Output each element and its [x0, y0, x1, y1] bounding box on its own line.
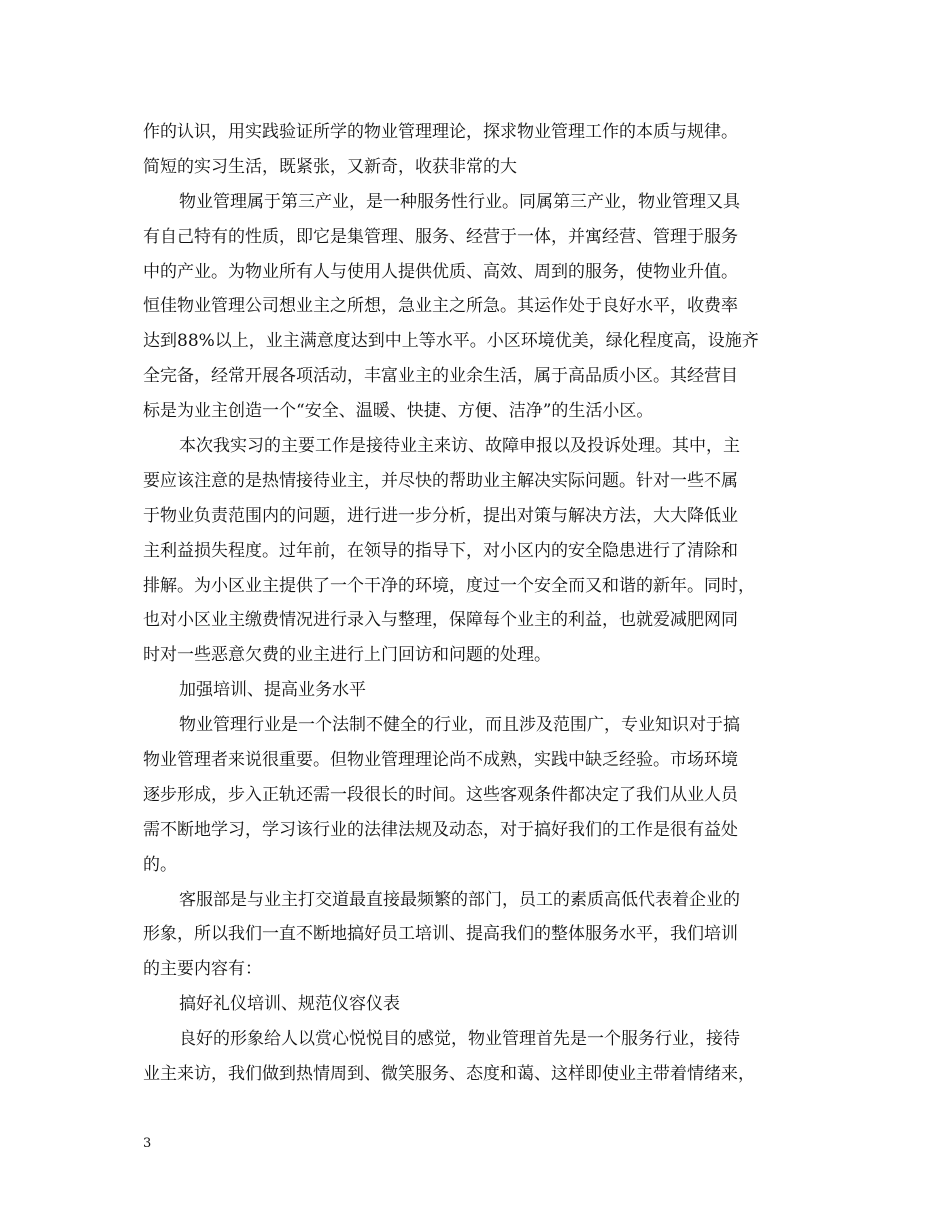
- paragraph-first-line: 良好的形象给人以赏心悦悦目的感觉，物业管理首先是一个服务行业，接待: [179, 1029, 740, 1050]
- text-line: 主利益损失程度。过年前，在领导的指导下，对小区内的安全隐患进行了清除和: [143, 540, 738, 561]
- paragraph-first-line: 搞好礼仪培训、规范仪容仪表: [179, 994, 400, 1015]
- text-line: 形象，所以我们一直不断地搞好员工培训、提高我们的整体服务水平，我们培训: [143, 924, 738, 945]
- text-line: 达到88%以上，业主满意度达到中上等水平。小区环境优美，绿化程度高，设施齐: [143, 331, 759, 352]
- text-line: 简短的实习生活，既紧张，又新奇，收获非常的大: [143, 156, 517, 177]
- text-line: 也对小区业主缴费情况进行录入与整理，保障每个业主的利益，也就爱减肥网同: [143, 610, 738, 631]
- text-line: 作的认识，用实践验证所学的物业管理理论，探求物业管理工作的本质与规律。: [143, 122, 738, 142]
- paragraph-first-line: 本次我实习的主要工作是接待业主来访、故障申报以及投诉处理。其中，主: [179, 436, 740, 457]
- page-number: 3: [143, 1136, 152, 1151]
- text-line: 的主要内容有：: [143, 959, 262, 980]
- text-line: 逐步形成，步入正轨还需一段很长的时间。这些客观条件都决定了我们从业人员: [143, 784, 738, 805]
- paragraph-first-line: 物业管理属于第三产业，是一种服务性行业。同属第三产业，物业管理又具: [179, 191, 740, 212]
- text-line: 的。: [143, 854, 177, 875]
- text-line: 标是为业主创造一个“安全、温暖、快捷、方便、洁净”的生活小区。: [143, 401, 654, 422]
- body-text: [143, 115, 823, 1092]
- text-line: 时对一些恶意欠费的业主进行上门回访和问题的处理。: [143, 645, 551, 666]
- text-line: 物业管理者来说很重要。但物业管理理论尚不成熟，实践中缺乏经验。市场环境: [143, 750, 738, 771]
- paragraph-first-line: 客服部是与业主打交道最直接最频繁的部门，员工的素质高低代表着企业的: [179, 889, 740, 910]
- paragraph-first-line: 加强培训、提高业务水平: [179, 680, 366, 701]
- text-line: 业主来访，我们做到热情周到、微笑服务、态度和蔼、这样即使业主带着情绪来，: [143, 1064, 755, 1085]
- text-line: 中的产业。为物业所有人与使用人提供优质、高效、周到的服务，使物业升值。: [143, 261, 738, 282]
- text-line: 有自己特有的性质，即它是集管理、服务、经营于一体，并寓经营、管理于服务: [143, 226, 738, 247]
- text-line: 于物业负责范围内的问题，进行进一步分析，提出对策与解决方法，大大降低业: [143, 505, 738, 526]
- text-line: 要应该注意的是热情接待业主，并尽快的帮助业主解决实际问题。针对一些不属: [143, 470, 738, 491]
- text-line: 全完备，经常开展各项活动，丰富业主的业余生活，属于高品质小区。其经营目: [143, 366, 738, 387]
- paragraph-first-line: 物业管理行业是一个法制不健全的行业，而且涉及范围广，专业知识对于搞: [179, 715, 740, 736]
- text-line: 需不断地学习，学习该行业的法律法规及动态，对于搞好我们的工作是很有益处: [143, 819, 738, 840]
- text-line: 恒佳物业管理公司想业主之所想，急业主之所急。其运作处于良好水平，收费率: [143, 296, 738, 317]
- text-line: 排解。为小区业主提供了一个干净的环境，度过一个安全而又和谐的新年。同时，: [143, 575, 755, 596]
